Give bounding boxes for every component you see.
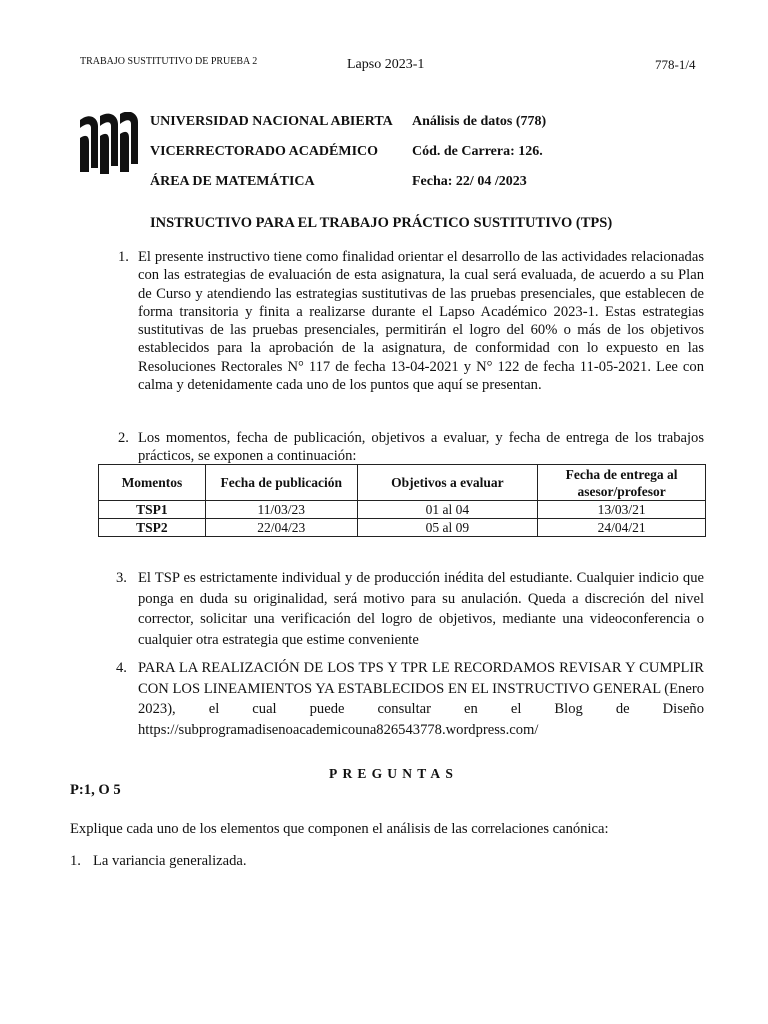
table-cell: TSP1	[99, 501, 206, 519]
header-center: Lapso 2023-1	[347, 57, 425, 72]
header-left: TRABAJO SUSTITUTIVO DE PRUEBA 2	[80, 56, 258, 67]
item-number: 2.	[118, 430, 129, 446]
table-row	[99, 501, 706, 519]
area-name: ÁREA DE MATEMÁTICA	[150, 174, 315, 189]
header-right: 778-1/4	[655, 57, 696, 72]
table-row	[99, 519, 706, 537]
item-text: PARA LA REALIZACIÓN DE LOS TPS Y TPR LE RECORDAMOS REVISAR Y CUMPLIR CON LOS LINEAMIENTOS YA ESTABLECIDOS EN EL INSTRUCTIVO GENERAL (Enero 2023), el cual puede consultar en el Blog de Diseño https://subprogramadisenoacademicouna826543778.wordpress.com/	[138, 660, 704, 738]
item-text: El TSP es estrictamente individual y de producción inédita del estudiante. Cualquier indicio que ponga en duda su originalidad, será motivo para su anulación. Queda a discreción del nivel corrector, solicitar una verificación del logro de objetivos, mediante una videoconferencia o cualquier otra estrategia que estime conveniente	[138, 570, 704, 648]
table-cell: 11/03/23	[205, 501, 357, 519]
table-header-cell: Objetivos a evaluar	[357, 465, 538, 501]
schedule-table	[98, 464, 706, 537]
university-name: UNIVERSIDAD NACIONAL ABIERTA	[150, 114, 393, 129]
table-cell: 24/04/21	[538, 519, 706, 537]
una-logo-icon	[78, 112, 140, 176]
career-code: Cód. de Carrera: 126.	[412, 144, 543, 159]
question-instruction: Explique cada uno de los elementos que componen el análisis de las correlaciones canónica:	[70, 821, 609, 837]
item-number: 4.	[116, 660, 127, 676]
table-cell: TSP2	[99, 519, 206, 537]
table-header-cell: Fecha de publicación	[205, 465, 357, 501]
table-header-cell: Fecha de entrega al asesor/profesor	[538, 465, 706, 501]
table-header-row	[99, 465, 706, 501]
question-number: 1.	[70, 853, 81, 869]
table-cell: 13/03/21	[538, 501, 706, 519]
vicerrectorado-name: VICERRECTORADO ACADÉMICO	[150, 144, 379, 159]
document-title: INSTRUCTIVO PARA EL TRABAJO PRÁCTICO SUSTITUTIVO (TPS)	[150, 215, 613, 231]
item-text: El presente instructivo tiene como finalidad orientar el desarrollo de las actividades relacionadas con las estrategias de evaluación de esta asignatura, la cual será evaluada, de acuerdo a su Plan de Curso y atendiendo las estrategias sustitutivas de las pruebas presenciales, que establecen de forma transitoria y finita a realizarse durante el Lapso Académico 2023-1. Estas estrategias sustitutivas de las pruebas presenciales, permitirán el logro del 60% o más de los objetivos establecidos para la aprobación de la asignatura, de conformidad con lo expuesto en las Resoluciones Rectorales N° 117 de fecha 13-04-2021 y N° 122 de fecha 11-05-2021. Lee con calma y detenidamente cada uno de los puntos que aquí se presentan.	[138, 249, 704, 394]
question-objective: P:1, O 5	[70, 782, 121, 798]
item-number: 1.	[118, 249, 129, 265]
table-cell: 01 al 04	[357, 501, 538, 519]
item-text: Los momentos, fecha de publicación, objetivos a evaluar, y fecha de entrega de los trabajos prácticos, se exponen a continuación:	[138, 430, 704, 465]
table-header-cell: Momentos	[99, 465, 206, 501]
table-cell: 22/04/23	[205, 519, 357, 537]
table-cell: 05 al 09	[357, 519, 538, 537]
item-number: 3.	[116, 570, 127, 586]
questions-heading: PREGUNTAS	[329, 766, 459, 781]
question-text: La variancia generalizada.	[93, 853, 247, 869]
document-date: Fecha: 22/ 04 /2023	[412, 174, 527, 189]
course-subject: Análisis de datos (778)	[412, 114, 547, 129]
